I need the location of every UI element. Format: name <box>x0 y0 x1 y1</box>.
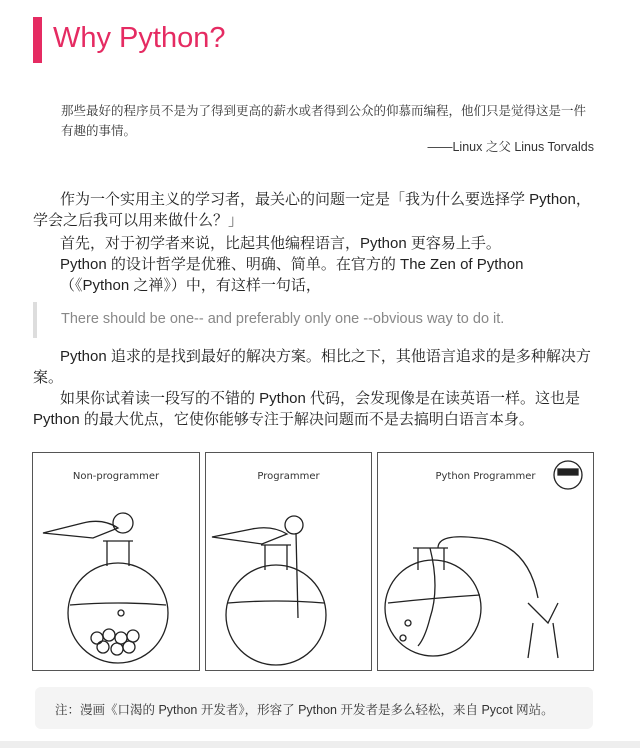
figure-caption <box>35 687 593 729</box>
bird-straw-drawing <box>206 453 373 672</box>
title-accent-bar <box>33 17 42 63</box>
blockquote: There should be one-- and preferably only one --obvious way to do it. <box>61 311 505 327</box>
caption-text: 注：漫画《口渴的 Python 开发者》，形容了 Python 开发者是多么轻松，来自 Pycot 网站。 <box>55 703 554 717</box>
paragraph: （《Python 之禅》）中，有这样一句话， <box>60 277 321 294</box>
epigraph-source: ——Linux 之父 Linus Torvalds <box>427 140 594 154</box>
comic-panel-python-programmer <box>377 452 594 671</box>
paragraph: 作为一个实用主义的学习者，最关心的问题一定是「我为什么要选择学 Python，学会之后我可以用来做什么？」 <box>33 191 591 229</box>
comic-panel-non-programmer <box>32 452 200 671</box>
epigraph-text: 那些最好的程序员不是为了得到更高的薪水或者得到公众的仰慕而编程，他们只是觉得这是一件有趣的事情。 <box>61 104 587 138</box>
panel-label: Python Programmer <box>435 471 536 482</box>
blockquote-bar <box>33 302 37 338</box>
panel-label: Programmer <box>257 471 320 482</box>
paragraph: 首先，对于初学者来说，比起其他编程语言，Python 更容易上手。 <box>60 235 501 252</box>
paragraph: 如果你试着读一段写的不错的 Python 代码，会发现像是在读英语一样。这也是 Python 的最大优点，它使你能够专注于解决问题而不是去搞明白语言本身。 <box>33 390 581 428</box>
page-title: Why Python? <box>53 22 226 54</box>
relaxed-bird-drawing <box>378 453 595 672</box>
comic-panel-programmer <box>205 452 372 671</box>
panel-label: Non-programmer <box>72 471 160 482</box>
bird-jar-drawing <box>33 453 201 672</box>
page-bottom-divider <box>0 741 640 748</box>
paragraph: Python 追求的是找到最好的解决方案。相比之下，其他语言追求的是多种解决方案。 <box>33 348 591 386</box>
paragraph: Python 的设计哲学是优雅、明确、简单。在官方的 The Zen of Python <box>60 256 524 273</box>
